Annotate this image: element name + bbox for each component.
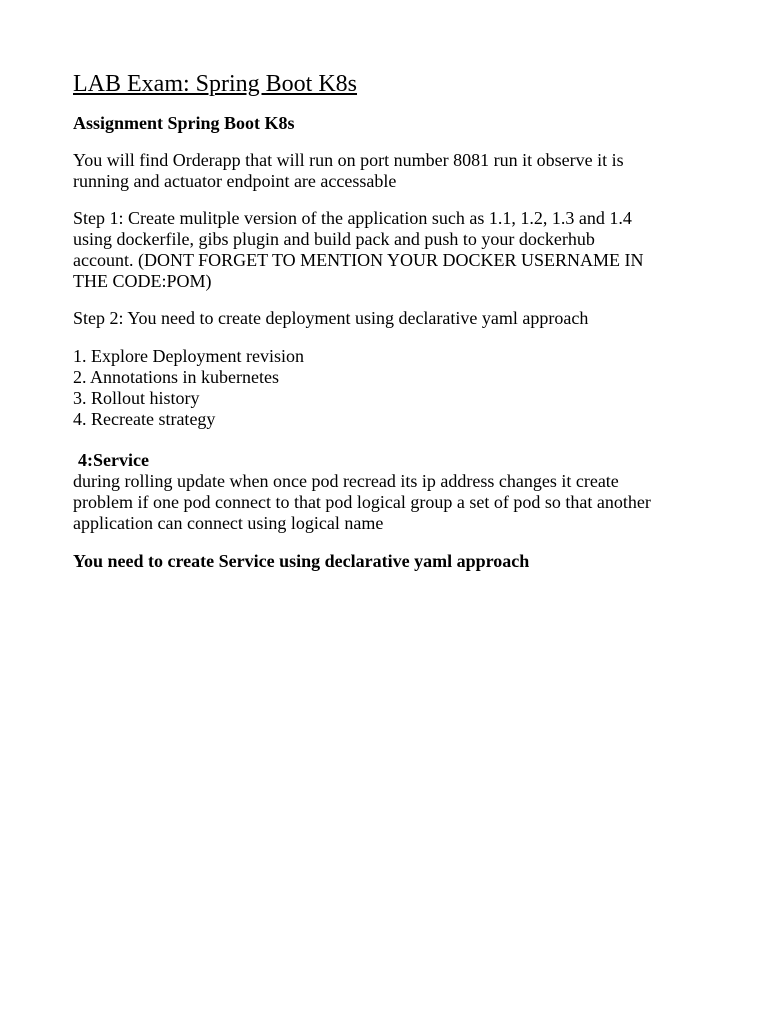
intro-paragraph: [73, 150, 713, 192]
intro-line: You will find Orderapp that will run on port number 8081 run it observe it is: [73, 150, 624, 170]
service-line: during rolling update when once pod recread its ip address changes it create: [73, 471, 619, 491]
document-title: LAB Exam: Spring Boot K8s: [73, 71, 358, 97]
intro-line: running and actuator endpoint are accessable: [73, 171, 397, 191]
task-list: [73, 346, 713, 430]
closing-instruction: You need to create Service using declarative yaml approach: [73, 551, 530, 571]
step1-line: Step 1: Create mulitple version of the application such as 1.1, 1.2, 1.3 and 1.4: [73, 208, 632, 228]
step1-paragraph: [73, 208, 713, 292]
service-line: application can connect using logical name: [73, 513, 384, 533]
service-heading: 4:Service: [78, 450, 149, 470]
document-page: [73, 68, 713, 572]
list-item: 2. Annotations in kubernetes: [73, 367, 279, 387]
step2-paragraph: Step 2: You need to create deployment using declarative yaml approach: [73, 308, 589, 328]
step1-line: account. (DONT FORGET TO MENTION YOUR DOCKER USERNAME IN: [73, 250, 644, 270]
step1-line: THE CODE:POM): [73, 271, 212, 291]
step1-line: using dockerfile, gibs plugin and build pack and push to your dockerhub: [73, 229, 595, 249]
service-line: problem if one pod connect to that pod logical group a set of pod so that another: [73, 492, 651, 512]
service-paragraph: [73, 471, 713, 534]
list-item: 1. Explore Deployment revision: [73, 346, 304, 366]
list-item: 4. Recreate strategy: [73, 409, 216, 429]
list-item: 3. Rollout history: [73, 388, 200, 408]
assignment-subtitle: Assignment Spring Boot K8s: [73, 113, 295, 133]
